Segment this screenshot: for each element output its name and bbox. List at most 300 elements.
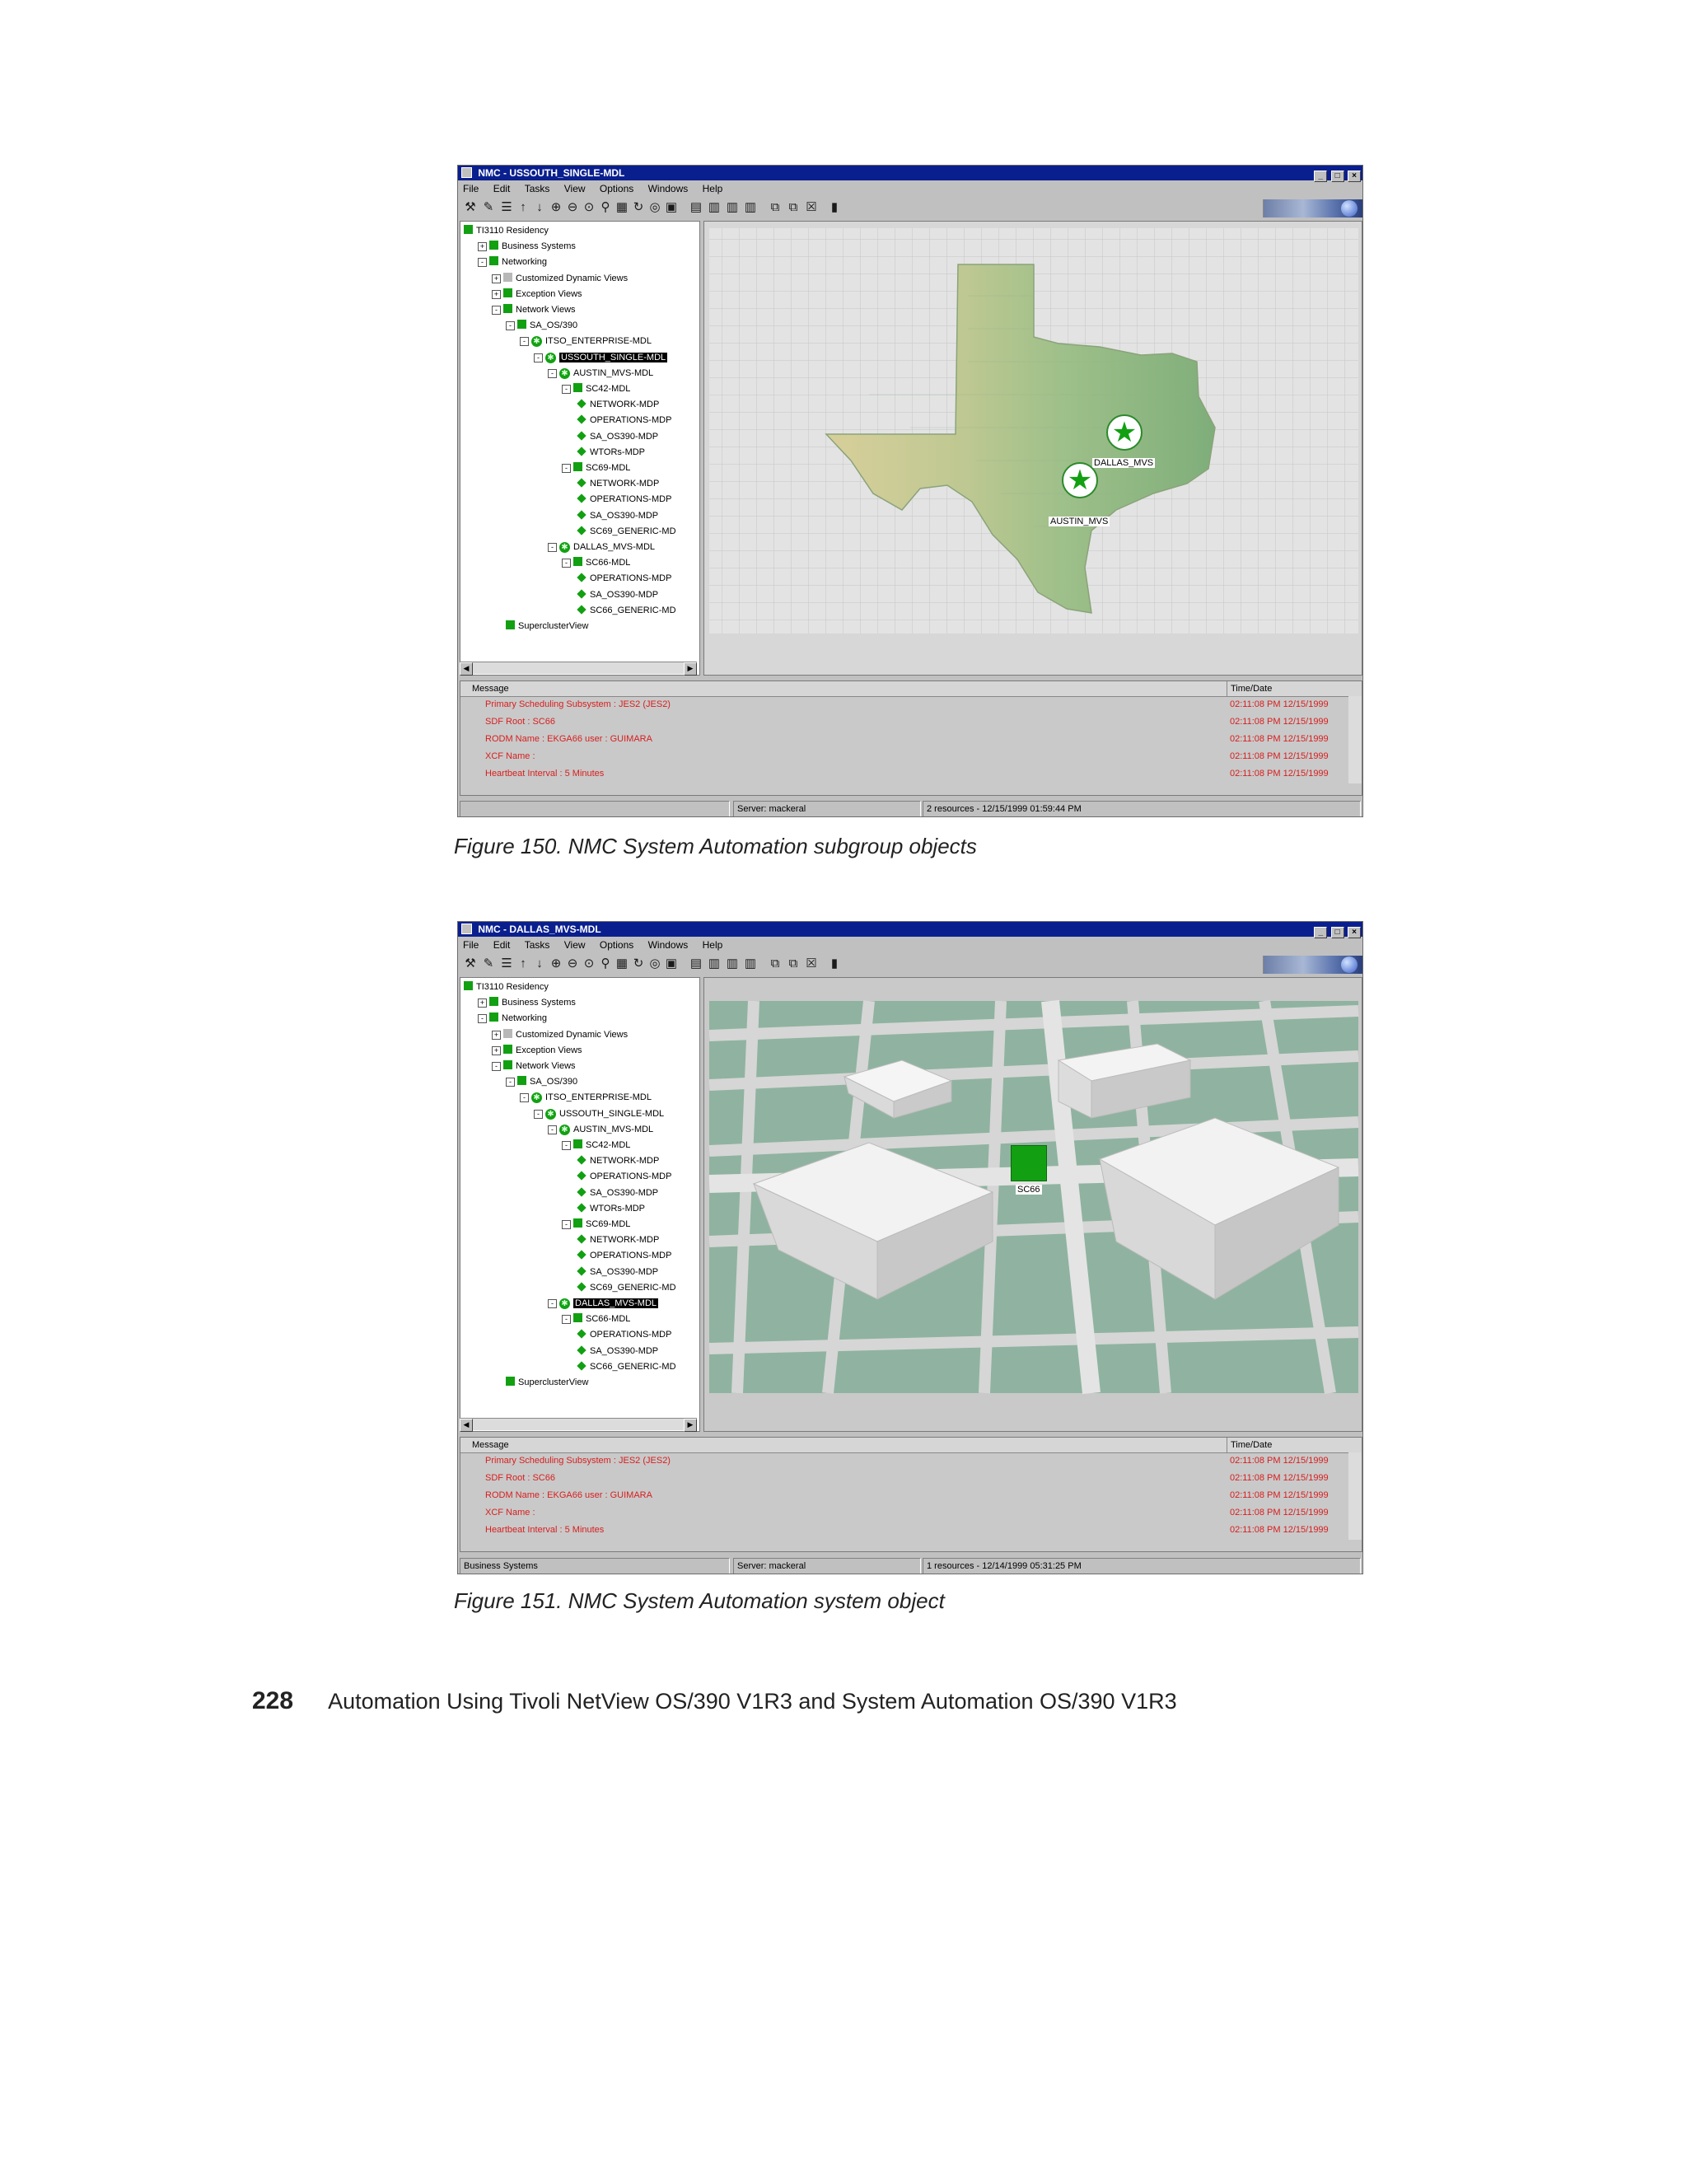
tree-node[interactable] — [562, 555, 630, 571]
tree-node-label: SuperclusterView — [518, 1377, 589, 1387]
nmc-window-ussouth — [457, 165, 1363, 817]
tree-node[interactable] — [576, 508, 658, 524]
status-bar — [458, 1557, 1362, 1574]
tree-node[interactable] — [464, 223, 549, 239]
austin-label: AUSTIN_MVS — [1050, 517, 1109, 526]
resource-diamond-icon — [577, 1172, 586, 1181]
tree-node[interactable] — [576, 1169, 671, 1185]
status-context — [460, 801, 730, 817]
tree-node-label: Exception Views — [516, 288, 582, 299]
status-square-icon — [517, 1076, 526, 1085]
scroll-right-icon[interactable]: ▶ — [684, 1419, 697, 1432]
tree-node-label: OPERATIONS-MDP — [590, 415, 672, 426]
city-scene — [704, 978, 1362, 1431]
time-column-header[interactable]: Time/Date — [1227, 681, 1272, 696]
zoom-out-icon[interactable]: ⊖ — [567, 200, 578, 214]
message-scrollbar[interactable] — [1348, 696, 1362, 783]
locate-icon[interactable]: ◎ — [649, 200, 661, 214]
collapse-icon[interactable]: - — [562, 385, 571, 394]
table3-icon[interactable]: ▥ — [744, 200, 757, 214]
tree-node[interactable] — [534, 1106, 664, 1122]
tree-node-label: SC69-MDL — [586, 1219, 631, 1229]
tree-node[interactable] — [478, 1011, 547, 1027]
tree-node[interactable] — [576, 1201, 645, 1217]
menu-windows[interactable]: Windows — [647, 939, 689, 951]
refresh-icon[interactable]: ↻ — [633, 200, 644, 214]
expand-icon[interactable]: + — [478, 242, 487, 251]
message-row[interactable]: Heartbeat Interval : 5 Minutes 02:11:08 PM 12/15/1999 — [485, 769, 1329, 779]
message-header — [460, 1438, 1362, 1453]
page-number: 228 — [252, 1687, 294, 1714]
tree-node-label: Customized Dynamic Views — [516, 1029, 629, 1040]
message-row[interactable]: XCF Name : 02:11:08 PM 12/15/1999 — [485, 751, 1329, 761]
resource-diamond-icon — [577, 605, 586, 614]
resource-diamond-icon — [577, 1203, 586, 1212]
message-header — [460, 681, 1362, 697]
message-column-header[interactable]: Message — [472, 1440, 509, 1450]
search-icon[interactable]: ⚲ — [600, 200, 610, 214]
tree-node-label: SuperclusterView — [518, 621, 589, 631]
tree-node[interactable] — [534, 350, 667, 366]
expand-icon[interactable]: + — [492, 1046, 501, 1055]
tree-node-label: SA_OS390-MDP — [590, 431, 659, 442]
tree-node-label: NETWORK-MDP — [590, 479, 660, 489]
tree-node[interactable] — [548, 1296, 658, 1312]
tree-node-label: OPERATIONS-MDP — [590, 573, 672, 584]
folder-icon[interactable]: ▣ — [665, 200, 678, 214]
message-column-header[interactable]: Message — [472, 684, 509, 694]
message-panel — [460, 1437, 1362, 1552]
tree-node-label: DALLAS_MVS-MDL — [575, 1298, 657, 1308]
tree-node[interactable] — [576, 1265, 658, 1280]
tree-node[interactable] — [562, 1138, 630, 1153]
tree-node[interactable] — [492, 1043, 582, 1059]
tree-node[interactable] — [576, 524, 676, 540]
star-icon: ★ — [1106, 414, 1143, 451]
status-square-icon — [489, 997, 498, 1006]
list-icon[interactable]: ☰ — [501, 956, 512, 970]
resource-diamond-icon — [577, 1345, 586, 1354]
collapse-icon[interactable]: - — [562, 464, 571, 473]
zoom-fit-icon[interactable]: ⊙ — [583, 200, 595, 214]
tree-node[interactable] — [478, 239, 576, 255]
status-square-icon — [464, 981, 473, 990]
figure-151-caption: Figure 151. NMC System Automation system object — [454, 1588, 945, 1613]
aggregate-star-icon: ✱ — [531, 336, 542, 347]
collapse-icon[interactable]: - — [506, 1078, 515, 1087]
tree-node-label: SC66-MDL — [586, 558, 631, 568]
tree-node[interactable] — [576, 571, 671, 587]
tree-scrollbar[interactable] — [460, 662, 697, 674]
resources-status: 1 resources - 12/14/1999 05:31:25 PM — [923, 1558, 1361, 1574]
status-bar — [458, 800, 1362, 816]
time-column-header[interactable]: Time/Date — [1227, 1438, 1272, 1452]
tree-node[interactable] — [492, 287, 582, 302]
collapse-icon[interactable]: - — [562, 1315, 571, 1324]
resource-diamond-icon — [577, 1282, 586, 1291]
status-square-icon — [573, 1218, 582, 1228]
tree-node-label: USSOUTH_SINGLE-MDL — [559, 1108, 665, 1119]
menu-bar — [458, 938, 1362, 952]
tree-node[interactable] — [562, 461, 630, 476]
collapse-icon[interactable]: - — [478, 258, 487, 267]
menu-windows[interactable]: Windows — [647, 183, 689, 194]
status-square-icon — [506, 1377, 515, 1386]
tree-node[interactable] — [576, 1232, 659, 1248]
menu-view[interactable]: View — [563, 183, 586, 194]
tree-node[interactable] — [562, 1312, 630, 1327]
scroll-left-icon[interactable]: ◀ — [460, 1419, 473, 1432]
tree-node[interactable] — [576, 1327, 671, 1343]
menu-edit[interactable]: Edit — [493, 939, 511, 951]
resource-diamond-icon — [577, 1330, 586, 1339]
tree-node[interactable] — [506, 619, 588, 634]
navigation-tree — [460, 221, 700, 676]
window-title: NMC - DALLAS_MVS-MDL — [478, 924, 601, 935]
tree-node-label: SC69_GENERIC-MD — [590, 1282, 676, 1293]
nmc-window-dallas — [457, 921, 1363, 1574]
collapse-icon[interactable]: - — [548, 1299, 557, 1308]
austin-node[interactable] — [1062, 462, 1098, 498]
tree-node[interactable] — [520, 1090, 652, 1106]
resource-diamond-icon — [577, 1251, 586, 1260]
message-panel — [460, 680, 1362, 796]
tree-node[interactable] — [576, 492, 671, 507]
collapse-icon[interactable]: - — [548, 369, 557, 378]
tree-node[interactable] — [576, 1186, 658, 1201]
collapse-icon[interactable]: - — [562, 559, 571, 568]
tree-node[interactable] — [506, 1375, 588, 1391]
copy-icon[interactable]: ⧉ — [770, 956, 780, 970]
tree-node-label: Exception Views — [516, 1045, 582, 1055]
tree-node[interactable] — [548, 540, 655, 555]
aggregate-star-icon: ✱ — [545, 353, 556, 363]
resource-diamond-icon — [577, 1266, 586, 1275]
aggregate-star-icon: ✱ — [559, 1298, 570, 1309]
tree-node[interactable] — [506, 1074, 577, 1090]
status-square-icon — [573, 1313, 582, 1322]
collapse-icon[interactable]: - — [520, 337, 529, 346]
tree-node-label: SC69-MDL — [586, 463, 631, 473]
arrow-up-icon[interactable]: ↑ — [520, 200, 526, 214]
table-icon[interactable]: ▥ — [708, 956, 721, 970]
collapse-icon[interactable]: - — [506, 321, 515, 330]
zoom-fit-icon[interactable]: ⊙ — [583, 956, 595, 970]
wrench-icon[interactable]: ⚒ — [465, 956, 476, 970]
pen-icon[interactable]: ✎ — [483, 956, 494, 970]
resource-diamond-icon — [577, 1156, 586, 1165]
status-square-icon — [503, 273, 512, 282]
locate-icon[interactable]: ◎ — [649, 956, 661, 970]
status-square-icon — [573, 557, 582, 566]
search-icon[interactable]: ⚲ — [600, 956, 610, 970]
list-icon[interactable]: ☰ — [501, 200, 512, 214]
tree-node-label: Network Views — [516, 305, 576, 315]
collapse-icon[interactable]: - — [548, 1125, 557, 1134]
tree-node[interactable] — [576, 429, 658, 445]
status-square-icon — [503, 1060, 512, 1069]
tree-node[interactable] — [492, 271, 628, 287]
arrow-down-icon[interactable]: ↓ — [536, 956, 543, 970]
collapse-icon[interactable]: - — [478, 1014, 487, 1023]
message-row[interactable]: SDF Root : SC66 02:11:08 PM 12/15/1999 — [485, 1473, 1329, 1483]
resource-diamond-icon — [577, 479, 586, 488]
aggregate-star-icon: ✱ — [531, 1092, 542, 1103]
menu-help[interactable]: Help — [702, 183, 723, 194]
menu-help[interactable]: Help — [702, 939, 723, 951]
collapse-icon[interactable]: - — [562, 1141, 571, 1150]
copy-icon[interactable]: ⧉ — [770, 200, 780, 214]
tree-node-label: AUSTIN_MVS-MDL — [573, 1124, 654, 1134]
pen-icon[interactable]: ✎ — [483, 200, 494, 214]
tree-node-label: SA_OS390-MDP — [590, 1345, 659, 1356]
collapse-icon[interactable]: - — [520, 1093, 529, 1102]
resource-diamond-icon — [577, 431, 586, 440]
menu-tasks[interactable]: Tasks — [524, 183, 550, 194]
map-view[interactable] — [703, 221, 1362, 676]
tree-node-label: Business Systems — [502, 241, 576, 252]
status-square-icon — [503, 1045, 512, 1054]
status-square-icon — [573, 383, 582, 392]
tree-scrollbar[interactable] — [460, 1418, 697, 1430]
tree-node[interactable] — [576, 397, 659, 413]
collapse-icon[interactable]: - — [492, 306, 501, 315]
tree-node[interactable] — [576, 603, 676, 619]
tree-node[interactable] — [492, 1027, 628, 1043]
tree-node-label: SA_OS390-MDP — [590, 589, 659, 600]
tree-node-label: Business Systems — [502, 998, 576, 1008]
table3-icon[interactable]: ▥ — [744, 956, 757, 970]
tree-node-label: AUSTIN_MVS-MDL — [573, 367, 654, 378]
status-square-icon — [503, 288, 512, 297]
maximize-button[interactable]: □ — [1331, 927, 1344, 938]
tree-node[interactable] — [576, 413, 671, 428]
message-row[interactable]: Primary Scheduling Subsystem : JES2 (JES2) 02:11:08 PM 12/15/1999 — [485, 1456, 1329, 1466]
tree-node[interactable] — [506, 318, 577, 334]
star-icon: ★ — [1062, 462, 1098, 498]
globe-logo-icon — [1263, 956, 1362, 974]
message-row[interactable]: RODM Name : EKGA66 user : GUIMARA 02:11:08 PM 12/15/1999 — [485, 1490, 1329, 1500]
status-square-icon — [573, 1139, 582, 1148]
tree-node[interactable] — [548, 1122, 653, 1138]
status-square-icon — [503, 304, 512, 313]
title-bar — [458, 166, 1362, 180]
close-button[interactable]: × — [1348, 927, 1361, 938]
tree-node-label: SA_OS/390 — [530, 1077, 578, 1087]
scene-view[interactable] — [703, 977, 1362, 1432]
tree-node[interactable] — [576, 587, 658, 603]
message-row[interactable]: SDF Root : SC66 02:11:08 PM 12/15/1999 — [485, 717, 1329, 727]
tree-node[interactable] — [562, 381, 630, 397]
tree-node-label: NETWORK-MDP — [590, 1156, 660, 1167]
tree-node-label: OPERATIONS-MDP — [590, 1172, 672, 1182]
menu-options[interactable]: Options — [599, 183, 634, 194]
message-row[interactable]: XCF Name : 02:11:08 PM 12/15/1999 — [485, 1508, 1329, 1518]
status-square-icon — [517, 320, 526, 329]
tree-node[interactable] — [576, 476, 659, 492]
tree-node[interactable] — [492, 302, 576, 318]
paste-icon[interactable]: ⧉ — [788, 200, 798, 214]
expand-icon[interactable]: + — [492, 274, 501, 283]
menu-options[interactable]: Options — [599, 939, 634, 951]
resource-diamond-icon — [577, 494, 586, 503]
status-square-icon — [573, 462, 582, 471]
tree-node-label: Networking — [502, 257, 548, 268]
minimize-button[interactable]: _ — [1314, 927, 1327, 938]
navigation-tree — [460, 977, 700, 1432]
aggregate-star-icon: ✱ — [545, 1109, 556, 1120]
resource-diamond-icon — [577, 1235, 586, 1244]
collapse-icon[interactable]: - — [562, 1220, 571, 1229]
arrow-up-icon[interactable]: ↑ — [520, 956, 526, 970]
table-icon[interactable]: ▥ — [708, 200, 721, 214]
server-status: Server: mackeral — [733, 1558, 921, 1574]
close-button[interactable]: × — [1348, 171, 1361, 182]
aggregate-star-icon: ✱ — [559, 1125, 570, 1135]
tree-node-label: USSOUTH_SINGLE-MDL — [561, 352, 666, 362]
expand-icon[interactable]: + — [478, 998, 487, 1008]
dallas-label: DALLAS_MVS — [1094, 458, 1154, 468]
grid-icon[interactable]: ▦ — [615, 956, 629, 970]
document-icon[interactable]: ▤ — [689, 200, 703, 214]
collapse-icon[interactable]: - — [534, 353, 543, 362]
tree-node[interactable] — [576, 1153, 659, 1169]
dallas-node[interactable] — [1106, 414, 1143, 451]
resource-diamond-icon — [577, 447, 586, 456]
page-footer — [252, 1687, 1177, 1715]
menu-file[interactable]: File — [463, 939, 479, 951]
tree-node-label: Network Views — [516, 1061, 576, 1071]
minimize-button[interactable]: _ — [1314, 171, 1327, 182]
menu-tasks[interactable]: Tasks — [524, 939, 550, 951]
resource-diamond-icon — [577, 400, 586, 409]
menu-file[interactable]: File — [463, 183, 479, 194]
info-icon[interactable]: ▮ — [830, 200, 839, 214]
texas-map — [704, 222, 1362, 675]
tree-node-label: SC42-MDL — [586, 1140, 631, 1150]
tree-node[interactable] — [562, 1217, 630, 1232]
tree-node[interactable] — [520, 334, 652, 349]
collapse-icon[interactable]: - — [534, 1110, 543, 1119]
tree-node-label: WTORs-MDP — [590, 1203, 646, 1214]
status-square-icon — [506, 620, 515, 629]
message-row[interactable]: Primary Scheduling Subsystem : JES2 (JES2) 02:11:08 PM 12/15/1999 — [485, 699, 1329, 709]
tree-node-label: ITSO_ENTERPRISE-MDL — [545, 336, 652, 347]
figure-150-caption: Figure 150. NMC System Automation subgroup objects — [454, 834, 977, 858]
wrench-icon[interactable]: ⚒ — [465, 200, 476, 214]
folder-icon[interactable]: ▣ — [665, 956, 678, 970]
app-icon — [461, 924, 472, 934]
scroll-right-icon[interactable]: ▶ — [684, 662, 697, 676]
tree-node[interactable] — [464, 980, 549, 995]
expand-icon[interactable]: + — [492, 290, 501, 299]
zoom-in-icon[interactable]: ⊕ — [550, 200, 562, 214]
resource-diamond-icon — [577, 526, 586, 535]
tree-node-label: SC66_GENERIC-MD — [590, 1361, 676, 1372]
document-icon[interactable]: ▤ — [689, 956, 703, 970]
tree-node-label: DALLAS_MVS-MDL — [573, 542, 656, 552]
tree-node-label: SC42-MDL — [586, 384, 631, 394]
globe-logo-icon — [1263, 199, 1362, 217]
resource-diamond-icon — [577, 1361, 586, 1370]
status-square-icon — [489, 1012, 498, 1022]
tree-node-label: TI3110 Residency — [476, 982, 549, 992]
refresh-icon[interactable]: ↻ — [633, 956, 644, 970]
aggregate-star-icon: ✱ — [559, 368, 570, 379]
paste-icon[interactable]: ⧉ — [788, 956, 798, 970]
table2-icon[interactable]: ▥ — [726, 200, 739, 214]
tree-node[interactable] — [492, 1059, 576, 1074]
message-scrollbar[interactable] — [1348, 1452, 1362, 1540]
expand-icon[interactable]: + — [492, 1031, 501, 1040]
aggregate-star-icon: ✱ — [559, 542, 570, 553]
toolbar — [458, 952, 1362, 975]
tree-node-label: Networking — [502, 1013, 548, 1024]
sc66-label: SC66 — [1017, 1185, 1040, 1195]
zoom-out-icon[interactable]: ⊖ — [567, 956, 578, 970]
tree-node-label: SC66_GENERIC-MD — [590, 605, 676, 615]
status-square-icon — [489, 241, 498, 250]
tree-node-label: SC66-MDL — [586, 1314, 631, 1325]
status-square-icon — [503, 1029, 512, 1038]
tree-node[interactable] — [576, 445, 645, 461]
resource-diamond-icon — [577, 1187, 586, 1196]
tree-node[interactable] — [576, 1280, 676, 1296]
tree-node-label: OPERATIONS-MDP — [590, 494, 672, 505]
info-icon[interactable]: ▮ — [830, 956, 839, 970]
tree-node[interactable] — [576, 1344, 658, 1359]
zoom-in-icon[interactable]: ⊕ — [550, 956, 562, 970]
tree-node-label: SA_OS390-MDP — [590, 1187, 659, 1198]
tree-node-label: TI3110 Residency — [476, 226, 549, 236]
app-icon — [461, 167, 472, 178]
arrow-down-icon[interactable]: ↓ — [536, 200, 543, 214]
message-row[interactable]: Heartbeat Interval : 5 Minutes 02:11:08 PM 12/15/1999 — [485, 1525, 1329, 1535]
menu-view[interactable]: View — [563, 939, 586, 951]
sc66-node[interactable] — [1011, 1145, 1047, 1181]
tree-node-label: SA_OS390-MDP — [590, 1266, 659, 1277]
grid-icon[interactable]: ▦ — [615, 200, 629, 214]
resource-diamond-icon — [577, 510, 586, 519]
resource-diamond-icon — [577, 589, 586, 598]
delete-icon[interactable]: ☒ — [806, 956, 817, 970]
menu-bar — [458, 181, 1362, 196]
menu-edit[interactable]: Edit — [493, 183, 511, 194]
tree-node[interactable] — [478, 255, 547, 270]
tree-node[interactable] — [576, 1248, 671, 1264]
book-title: Automation Using Tivoli NetView OS/390 V1R3 and System Automation OS/390 V1R3 — [328, 1689, 1177, 1714]
tree-node[interactable] — [548, 366, 653, 381]
status-context: Business Systems — [460, 1558, 730, 1574]
tree-node-label: Customized Dynamic Views — [516, 273, 629, 283]
scroll-left-icon[interactable]: ◀ — [460, 662, 473, 676]
tree-node[interactable] — [576, 1359, 676, 1375]
resources-status: 2 resources - 12/15/1999 01:59:44 PM — [923, 801, 1361, 817]
tree-node-label: SA_OS390-MDP — [590, 510, 659, 521]
maximize-button[interactable]: □ — [1331, 171, 1344, 182]
table2-icon[interactable]: ▥ — [726, 956, 739, 970]
tree-node[interactable] — [478, 995, 576, 1011]
tree-node-label: WTORs-MDP — [590, 447, 646, 457]
resource-diamond-icon — [577, 573, 586, 582]
delete-icon[interactable]: ☒ — [806, 200, 817, 214]
collapse-icon[interactable]: - — [492, 1062, 501, 1071]
message-row[interactable]: RODM Name : EKGA66 user : GUIMARA 02:11:08 PM 12/15/1999 — [485, 734, 1329, 744]
resource-diamond-icon — [577, 415, 586, 424]
tree-node-label: OPERATIONS-MDP — [590, 1251, 672, 1261]
collapse-icon[interactable]: - — [548, 543, 557, 552]
tree-node-label: OPERATIONS-MDP — [590, 1330, 672, 1340]
